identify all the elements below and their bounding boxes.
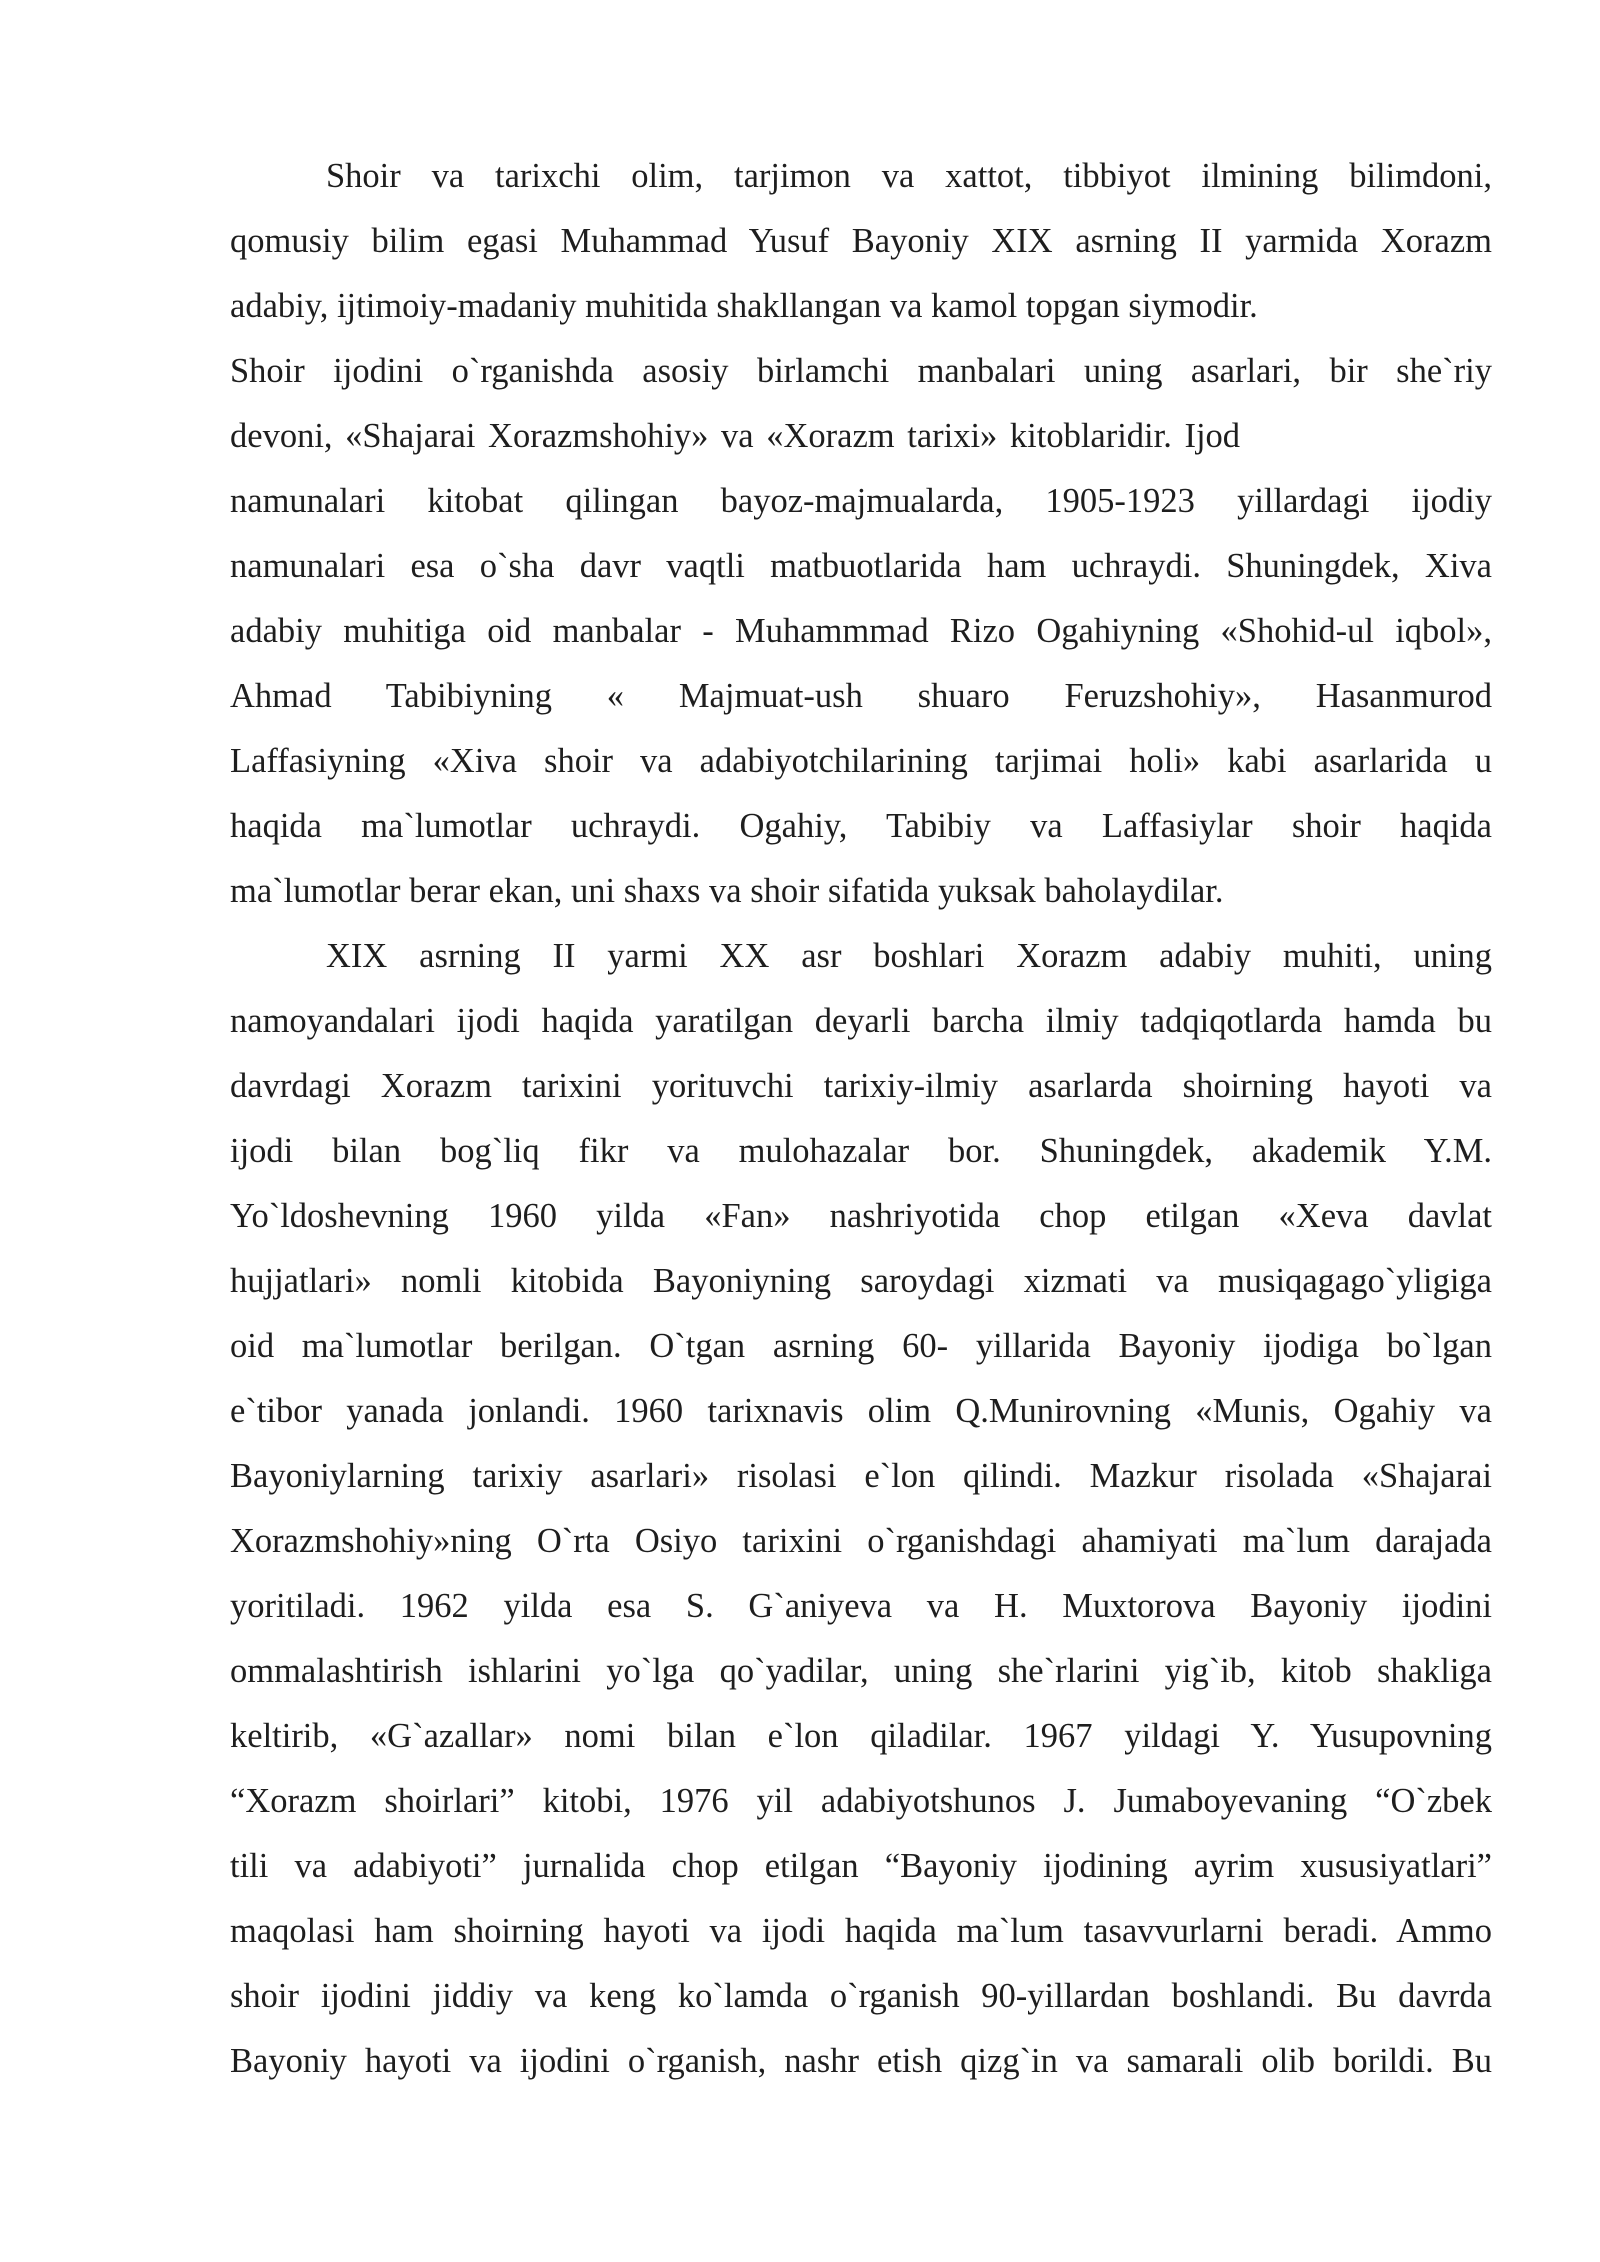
text-line: namunalari kitobat qilingan bayoz-majmualarda, 1905-1923 yillardagi ijodiy (230, 482, 1492, 520)
text-line: XIX asrning II yarmi XX asr boshlari Xorazm adabiy muhiti, uning (326, 937, 1492, 975)
text-line: hujjatlari» nomli kitobida Bayoniyning saroydagi xizmati va musiqagago`yligiga (230, 1262, 1492, 1300)
text-line: Shoir va tarixchi olim, tarjimon va xattot, tibbiyot ilmining bilimdoni, (326, 157, 1492, 195)
text-line: Ahmad Tabibiyning « Majmuat-ush shuaro Feruzshohiy», Hasanmurod (230, 677, 1492, 715)
text-line: Xorazmshohiy»ning O`rta Osiyo tarixini o`rganishdagi ahamiyati ma`lum darajada (230, 1522, 1492, 1560)
text-line: tili va adabiyoti” jurnalida chop etilgan “Bayoniy ijodining ayrim xususiyatlari” (230, 1847, 1492, 1885)
text-line: ijodi bilan bog`liq fikr va mulohazalar bor. Shuningdek, akademik Y.M. (230, 1132, 1492, 1170)
text-line: haqida ma`lumotlar uchraydi. Ogahiy, Tabibiy va Laffasiylar shoir haqida (230, 807, 1492, 845)
text-line: Shoir ijodini o`rganishda asosiy birlamchi manbalari uning asarlari, bir she`riy (230, 352, 1492, 390)
text-line: oid ma`lumotlar berilgan. O`tgan asrning 60- yillarida Bayoniy ijodiga bo`lgan (230, 1327, 1492, 1365)
text-line: adabiy, ijtimoiy-madaniy muhitida shakllangan va kamol topgan siymodir. (230, 287, 1258, 325)
text-line: keltirib, «G`azallar» nomi bilan e`lon qiladilar. 1967 yildagi Y. Yusupovning (230, 1717, 1492, 1755)
text-line: Bayoniylarning tarixiy asarlari» risolasi e`lon qilindi. Mazkur risolada «Shajarai (230, 1457, 1492, 1495)
text-line: devoni, «Shajarai Xorazmshohiy» va «Xorazm tarixi» kitoblaridir. Ijod (230, 417, 1241, 455)
text-line: adabiy muhitiga oid manbalar - Muhammmad Rizo Ogahiyning «Shohid-ul iqbol», (230, 612, 1492, 650)
text-line: “Xorazm shoirlari” kitobi, 1976 yil adabiyotshunos J. Jumaboyevaning “O`zbek (230, 1782, 1492, 1820)
text-line: qomusiy bilim egasi Muhammad Yusuf Bayoniy XIX asrning II yarmida Xorazm (230, 222, 1492, 260)
text-line: Yo`ldoshevning 1960 yilda «Fan» nashriyotida chop etilgan «Xeva davlat (230, 1197, 1492, 1235)
text-line: Bayoniy hayoti va ijodini o`rganish, nashr etish qizg`in va samarali olib borildi. Bu (230, 2042, 1492, 2080)
text-line: shoir ijodini jiddiy va keng ko`lamda o`rganish 90-yillardan boshlandi. Bu davrda (230, 1977, 1492, 2015)
text-line: yoritiladi. 1962 yilda esa S. G`aniyeva va H. Muxtorova Bayoniy ijodini (230, 1587, 1492, 1625)
text-line: namoyandalari ijodi haqida yaratilgan deyarli barcha ilmiy tadqiqotlarda hamda bu (230, 1002, 1492, 1040)
text-line: ma`lumotlar berar ekan, uni shaxs va shoir sifatida yuksak baholaydilar. (230, 872, 1224, 910)
text-line: maqolasi ham shoirning hayoti va ijodi haqida ma`lum tasavvurlarni beradi. Ammo (230, 1912, 1492, 1950)
text-line: davrdagi Xorazm tarixini yorituvchi tarixiy-ilmiy asarlarda shoirning hayoti va (230, 1067, 1492, 1105)
text-line: ommalashtirish ishlarini yo`lga qo`yadilar, uning she`rlarini yig`ib, kitob shakliga (230, 1652, 1492, 1690)
text-line: namunalari esa o`sha davr vaqtli matbuotlarida ham uchraydi. Shuningdek, Xiva (230, 547, 1492, 585)
text-line: Laffasiyning «Xiva shoir va adabiyotchilarining tarjimai holi» kabi asarlarida u (230, 742, 1492, 780)
text-line: e`tibor yanada jonlandi. 1960 tarixnavis olim Q.Munirovning «Munis, Ogahiy va (230, 1392, 1492, 1430)
